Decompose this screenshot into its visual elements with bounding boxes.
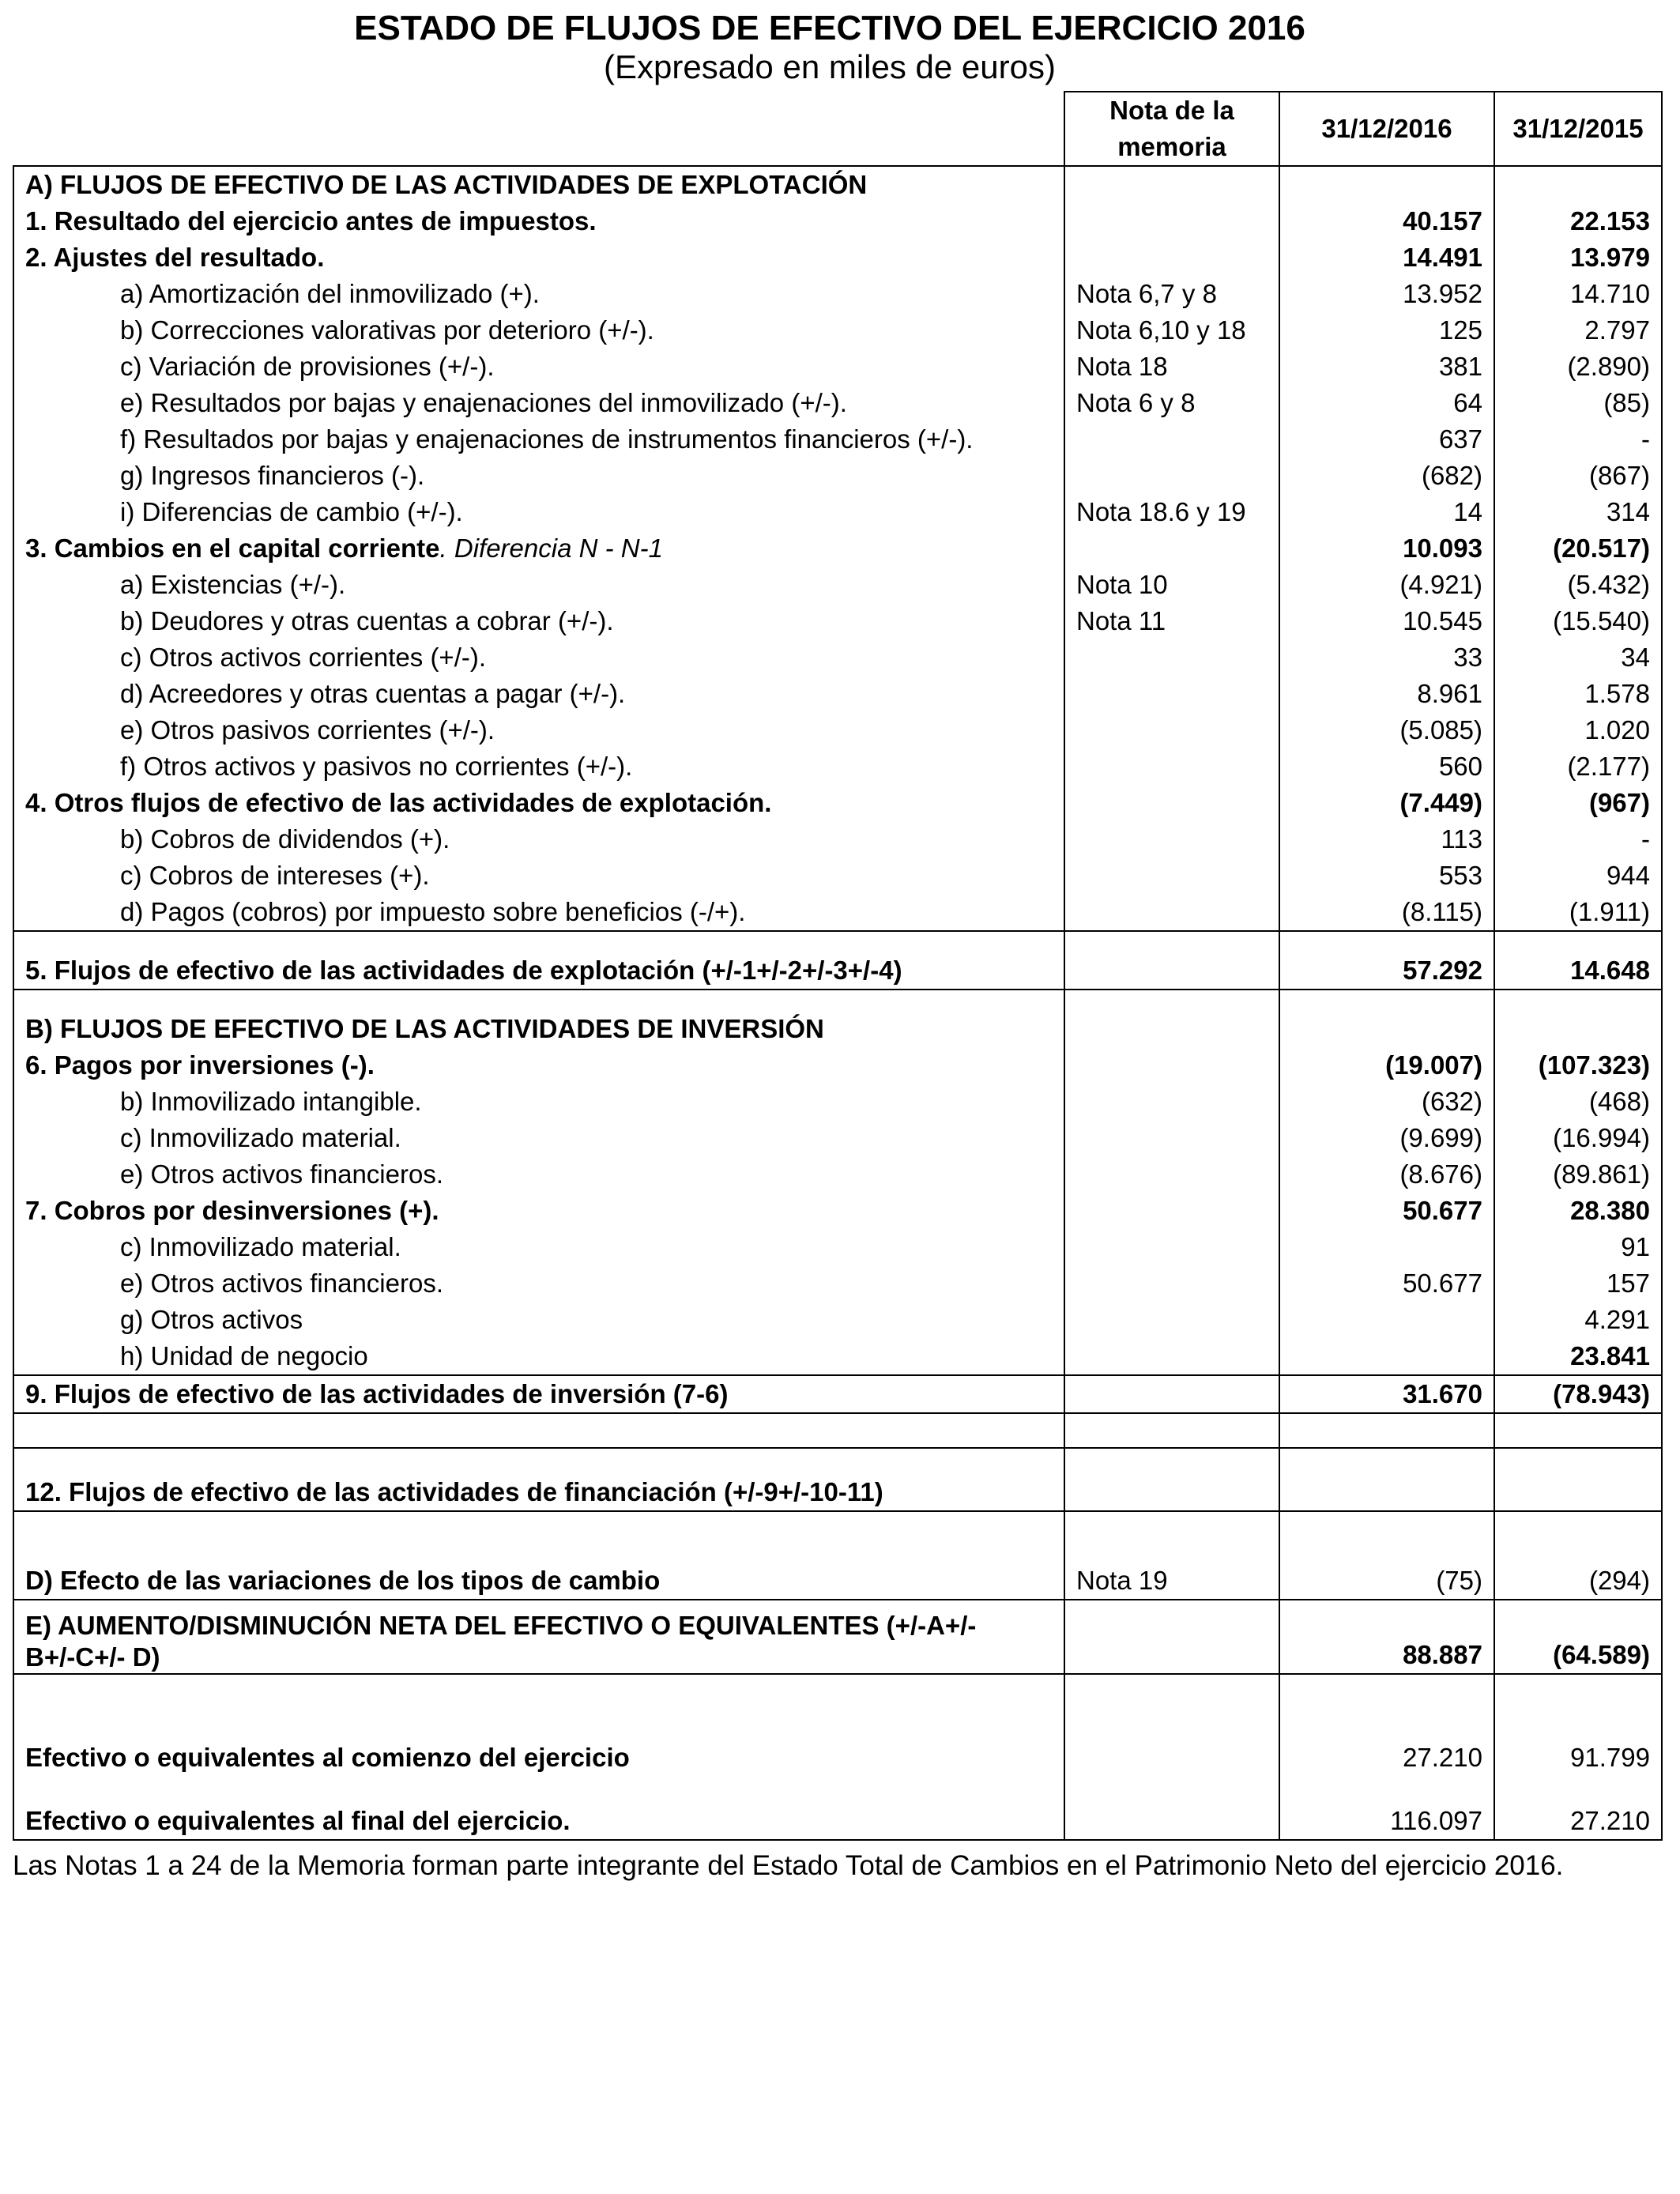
- header-2015: 31/12/2015: [1494, 92, 1662, 166]
- row-label: 4. Otros flujos de efectivo de las actividades de explotación.: [13, 785, 1064, 821]
- row-value-2015: 14.710: [1494, 276, 1662, 312]
- row-value-2016: (19.007): [1279, 1047, 1494, 1084]
- table-row: [13, 1229, 1662, 1265]
- table-row: [13, 894, 1662, 931]
- row-value-2015: 13.979: [1494, 239, 1662, 276]
- row-value-2016: 10.545: [1279, 603, 1494, 639]
- row-label: b) Inmovilizado intangible.: [13, 1084, 1064, 1120]
- row-value-2016: 113: [1279, 821, 1494, 858]
- table-row: [13, 821, 1662, 858]
- table-row: [13, 1047, 1662, 1084]
- table-row: [13, 203, 1662, 239]
- row-label: 9. Flujos de efectivo de las actividades de inversión (7-6): [13, 1375, 1064, 1413]
- row-value-2015: -: [1494, 421, 1662, 458]
- row-label: Efectivo o equivalentes al final del ejercicio.: [13, 1776, 1064, 1840]
- row-label: 5. Flujos de efectivo de las actividades de explotación (+/-1+/-2+/-3+/-4): [13, 931, 1064, 990]
- table-row: [13, 312, 1662, 349]
- row-note: [1064, 1600, 1279, 1674]
- row-value-2015: 91: [1494, 1229, 1662, 1265]
- row-value-2016: 560: [1279, 748, 1494, 785]
- row-value-2016: 381: [1279, 349, 1494, 385]
- row-value-2015: 2.797: [1494, 312, 1662, 349]
- row-value-2016: 57.292: [1279, 931, 1494, 990]
- row-note: Nota 11: [1064, 603, 1279, 639]
- page-title: ESTADO DE FLUJOS DE EFECTIVO DEL EJERCICIO 2016: [354, 9, 1305, 47]
- table-row: [13, 990, 1662, 1047]
- row-value-2016: [1279, 166, 1494, 203]
- row-note: [1064, 1156, 1279, 1193]
- row-value-2015: (294): [1494, 1511, 1662, 1600]
- table-row: [13, 494, 1662, 530]
- row-label: e) Otros activos financieros.: [13, 1265, 1064, 1302]
- row-value-2016: 553: [1279, 858, 1494, 894]
- row-value-2016: 50.677: [1279, 1193, 1494, 1229]
- table-row: [13, 1120, 1662, 1156]
- row-value-2016: [1279, 990, 1494, 1047]
- row-note: [1064, 1375, 1279, 1413]
- row-label: c) Variación de provisiones (+/-).: [13, 349, 1064, 385]
- row-note: [1064, 421, 1279, 458]
- cash-flow-table: [13, 91, 1663, 1841]
- row-note: [1064, 894, 1279, 931]
- row-note: [1064, 1084, 1279, 1120]
- row-value-2016: 116.097: [1279, 1776, 1494, 1840]
- row-note: Nota 6,7 y 8: [1064, 276, 1279, 312]
- row-value-2015: -: [1494, 821, 1662, 858]
- row-value-2015: (1.911): [1494, 894, 1662, 931]
- row-value-2015: (15.540): [1494, 603, 1662, 639]
- table-row: [13, 639, 1662, 676]
- table-row: [13, 530, 1662, 567]
- row-value-2016: 50.677: [1279, 1265, 1494, 1302]
- table-row: [13, 676, 1662, 712]
- row-note: [1064, 712, 1279, 748]
- row-note: [1064, 990, 1279, 1047]
- table-row: [13, 385, 1662, 421]
- header-blank: [13, 92, 1064, 166]
- row-value-2016: 40.157: [1279, 203, 1494, 239]
- row-label: 6. Pagos por inversiones (-).: [13, 1047, 1064, 1084]
- row-note: Nota 6 y 8: [1064, 385, 1279, 421]
- row-value-2016: [1279, 1302, 1494, 1338]
- header-note: Nota de la memoria: [1064, 92, 1279, 166]
- row-value-2016: 10.093: [1279, 530, 1494, 567]
- row-label: b) Correcciones valorativas por deterioro (+/-).: [13, 312, 1064, 349]
- row-value-2015: (967): [1494, 785, 1662, 821]
- table-row: [13, 931, 1662, 990]
- row-value-2016: 8.961: [1279, 676, 1494, 712]
- spacer-row: [13, 1413, 1662, 1448]
- row-value-2016: [1279, 1338, 1494, 1375]
- row-label: b) Deudores y otras cuentas a cobrar (+/-).: [13, 603, 1064, 639]
- row-value-2015: (468): [1494, 1084, 1662, 1120]
- row-note: Nota 6,10 y 18: [1064, 312, 1279, 349]
- row-note: [1064, 931, 1279, 990]
- footnote: Las Notas 1 a 24 de la Memoria forman parte integrante del Estado Total de Cambios en el Patrimonio Neto del ejercicio 2016.: [13, 1850, 1564, 1881]
- row-note: [1064, 785, 1279, 821]
- row-value-2016: [1279, 1448, 1494, 1511]
- spacer-cell: [1494, 1413, 1662, 1448]
- table-row: [13, 1302, 1662, 1338]
- row-label: h) Unidad de negocio: [13, 1338, 1064, 1375]
- row-label-suffix: . Diferencia N - N-1: [439, 533, 663, 563]
- row-label: e) Otros pasivos corrientes (+/-).: [13, 712, 1064, 748]
- row-label: 2. Ajustes del resultado.: [13, 239, 1064, 276]
- table-row: [13, 785, 1662, 821]
- row-label: 7. Cobros por desinversiones (+).: [13, 1193, 1064, 1229]
- row-value-2015: 157: [1494, 1265, 1662, 1302]
- table-header-row: [13, 92, 1662, 166]
- row-value-2016: (7.449): [1279, 785, 1494, 821]
- row-value-2016: [1279, 1229, 1494, 1265]
- row-note: [1064, 676, 1279, 712]
- row-value-2016: (8.676): [1279, 1156, 1494, 1193]
- row-note: [1064, 1448, 1279, 1511]
- row-label: 1. Resultado del ejercicio antes de impuestos.: [13, 203, 1064, 239]
- row-value-2015: (20.517): [1494, 530, 1662, 567]
- row-note: [1064, 1776, 1279, 1840]
- row-label: a) Amortización del inmovilizado (+).: [13, 276, 1064, 312]
- row-note: [1064, 821, 1279, 858]
- row-note: [1064, 1674, 1279, 1776]
- row-value-2016: 33: [1279, 639, 1494, 676]
- row-value-2015: 34: [1494, 639, 1662, 676]
- row-value-2016: 64: [1279, 385, 1494, 421]
- row-label: e) Otros activos financieros.: [13, 1156, 1064, 1193]
- row-value-2015: 28.380: [1494, 1193, 1662, 1229]
- row-note: Nota 18.6 y 19: [1064, 494, 1279, 530]
- row-value-2015: 23.841: [1494, 1338, 1662, 1375]
- table-row: [13, 1156, 1662, 1193]
- row-label: b) Cobros de dividendos (+).: [13, 821, 1064, 858]
- row-label: d) Acreedores y otras cuentas a pagar (+/-).: [13, 676, 1064, 712]
- row-note: [1064, 1302, 1279, 1338]
- row-value-2016: (4.921): [1279, 567, 1494, 603]
- table-row: [13, 166, 1662, 203]
- row-value-2016: (9.699): [1279, 1120, 1494, 1156]
- row-note: [1064, 530, 1279, 567]
- row-label: g) Otros activos: [13, 1302, 1064, 1338]
- row-value-2015: (2.890): [1494, 349, 1662, 385]
- row-value-2015: (5.432): [1494, 567, 1662, 603]
- row-label-line1: E) AUMENTO/DISMINUCIÓN NETA DEL EFECTIVO O EQUIVALENTES (+/-A+/-: [25, 1611, 977, 1640]
- spacer-cell: [1064, 1413, 1279, 1448]
- row-label: c) Inmovilizado material.: [13, 1120, 1064, 1156]
- row-note: [1064, 748, 1279, 785]
- table-row: [13, 712, 1662, 748]
- row-label: f) Otros activos y pasivos no corrientes (+/-).: [13, 748, 1064, 785]
- row-value-2016: 125: [1279, 312, 1494, 349]
- row-note: [1064, 1265, 1279, 1302]
- row-value-2015: 314: [1494, 494, 1662, 530]
- row-label: d) Pagos (cobros) por impuesto sobre beneficios (-/+).: [13, 894, 1064, 931]
- row-label: [13, 1600, 1064, 1674]
- row-label: D) Efecto de las variaciones de los tipos de cambio: [13, 1511, 1064, 1600]
- row-label: B) FLUJOS DE EFECTIVO DE LAS ACTIVIDADES DE INVERSIÓN: [13, 990, 1064, 1047]
- row-value-2015: (89.861): [1494, 1156, 1662, 1193]
- row-label: i) Diferencias de cambio (+/-).: [13, 494, 1064, 530]
- row-value-2016: 31.670: [1279, 1375, 1494, 1413]
- row-value-2015: (16.994): [1494, 1120, 1662, 1156]
- row-value-2015: 4.291: [1494, 1302, 1662, 1338]
- table-row: [13, 603, 1662, 639]
- row-value-2015: (78.943): [1494, 1375, 1662, 1413]
- row-value-2015: 1.020: [1494, 712, 1662, 748]
- row-note: Nota 10: [1064, 567, 1279, 603]
- row-value-2016: (632): [1279, 1084, 1494, 1120]
- table-row: [13, 276, 1662, 312]
- row-value-2016: (75): [1279, 1511, 1494, 1600]
- row-note: [1064, 1193, 1279, 1229]
- row-note: Nota 19: [1064, 1511, 1279, 1600]
- table-row: [13, 1674, 1662, 1776]
- row-value-2015: (2.177): [1494, 748, 1662, 785]
- row-label: c) Otros activos corrientes (+/-).: [13, 639, 1064, 676]
- table-row: [13, 1448, 1662, 1511]
- header-2016: 31/12/2016: [1279, 92, 1494, 166]
- row-note: [1064, 639, 1279, 676]
- table-row: [13, 748, 1662, 785]
- row-value-2016: 637: [1279, 421, 1494, 458]
- row-value-2015: 14.648: [1494, 931, 1662, 990]
- row-note: [1064, 203, 1279, 239]
- row-value-2015: (867): [1494, 458, 1662, 494]
- row-value-2015: 27.210: [1494, 1776, 1662, 1840]
- table-row: [13, 1375, 1662, 1413]
- table-row: [13, 1600, 1662, 1674]
- page-subtitle: (Expresado en miles de euros): [604, 48, 1056, 85]
- row-value-2015: 91.799: [1494, 1674, 1662, 1776]
- row-value-2015: (107.323): [1494, 1047, 1662, 1084]
- row-value-2016: 13.952: [1279, 276, 1494, 312]
- table-row: [13, 1511, 1662, 1600]
- row-note: [1064, 1229, 1279, 1265]
- row-value-2015: [1494, 990, 1662, 1047]
- row-note: [1064, 1120, 1279, 1156]
- table-row: [13, 858, 1662, 894]
- row-label: c) Inmovilizado material.: [13, 1229, 1064, 1265]
- row-label: a) Existencias (+/-).: [13, 567, 1064, 603]
- row-value-2016: 14.491: [1279, 239, 1494, 276]
- row-note: [1064, 1047, 1279, 1084]
- row-note: Nota 18: [1064, 349, 1279, 385]
- row-label: Efectivo o equivalentes al comienzo del ejercicio: [13, 1674, 1064, 1776]
- row-label-main: 3. Cambios en el capital corriente: [25, 533, 440, 563]
- table-row: [13, 567, 1662, 603]
- row-note: [1064, 166, 1279, 203]
- table-row: [13, 349, 1662, 385]
- row-value-2015: [1494, 1448, 1662, 1511]
- row-value-2016: 27.210: [1279, 1674, 1494, 1776]
- row-value-2016: (682): [1279, 458, 1494, 494]
- row-note: [1064, 858, 1279, 894]
- table-row: [13, 1193, 1662, 1229]
- row-value-2016: 14: [1279, 494, 1494, 530]
- row-label: f) Resultados por bajas y enajenaciones de instrumentos financieros (+/-).: [13, 421, 1064, 458]
- row-value-2015: 22.153: [1494, 203, 1662, 239]
- table-row: [13, 1084, 1662, 1120]
- row-value-2016: (5.085): [1279, 712, 1494, 748]
- row-label: c) Cobros de intereses (+).: [13, 858, 1064, 894]
- row-value-2016: (8.115): [1279, 894, 1494, 931]
- row-note: [1064, 239, 1279, 276]
- row-value-2015: 1.578: [1494, 676, 1662, 712]
- row-value-2015: (85): [1494, 385, 1662, 421]
- row-label: 12. Flujos de efectivo de las actividades de financiación (+/-9+/-10-11): [13, 1448, 1064, 1511]
- table-row: [13, 1776, 1662, 1840]
- row-label: A) FLUJOS DE EFECTIVO DE LAS ACTIVIDADES DE EXPLOTACIÓN: [13, 166, 1064, 203]
- row-value-2015: (64.589): [1494, 1600, 1662, 1674]
- table-row: [13, 1265, 1662, 1302]
- row-value-2015: [1494, 166, 1662, 203]
- row-label-line2: B+/-C+/- D): [25, 1642, 160, 1672]
- row-note: [1064, 1338, 1279, 1375]
- spacer-cell: [1279, 1413, 1494, 1448]
- spacer-cell: [13, 1413, 1064, 1448]
- row-note: [1064, 458, 1279, 494]
- table-row: [13, 458, 1662, 494]
- table-row: [13, 1338, 1662, 1375]
- row-value-2015: 944: [1494, 858, 1662, 894]
- row-label: [13, 530, 1064, 567]
- row-label: e) Resultados por bajas y enajenaciones del inmovilizado (+/-).: [13, 385, 1064, 421]
- table-row: [13, 239, 1662, 276]
- row-label: g) Ingresos financieros (-).: [13, 458, 1064, 494]
- table-row: [13, 421, 1662, 458]
- row-value-2016: 88.887: [1279, 1600, 1494, 1674]
